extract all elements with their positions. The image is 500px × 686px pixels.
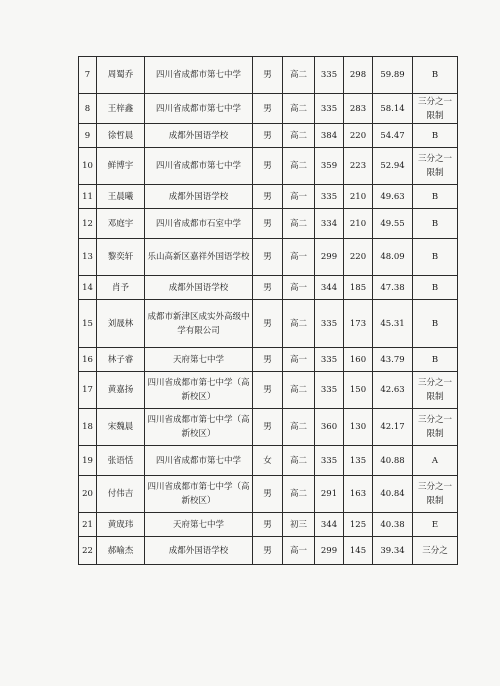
gender-cell: 男 [253, 476, 283, 513]
name-cell: 张语恬 [97, 446, 145, 476]
table-row [79, 124, 458, 148]
score-a-cell: 360 [315, 409, 344, 446]
total-score-cell: 43.79 [373, 348, 413, 372]
total-score-cell: 48.09 [373, 239, 413, 276]
score-a-cell: 335 [315, 57, 344, 94]
score-b-cell: 160 [344, 348, 373, 372]
score-a-cell: 291 [315, 476, 344, 513]
note-cell: B [413, 239, 458, 276]
rank-cell: 9 [79, 124, 97, 148]
score-b-cell: 163 [344, 476, 373, 513]
grade-cell: 高一 [283, 537, 315, 565]
gender-cell: 男 [253, 513, 283, 537]
table-row [79, 476, 458, 513]
score-a-cell: 359 [315, 148, 344, 185]
note-cell: B [413, 185, 458, 209]
rank-cell: 14 [79, 276, 97, 300]
school-cell: 天府第七中学 [145, 513, 253, 537]
table-row [79, 185, 458, 209]
name-cell: 王晨曦 [97, 185, 145, 209]
table-row [79, 348, 458, 372]
table-row [79, 276, 458, 300]
rank-cell: 15 [79, 300, 97, 348]
score-b-cell: 145 [344, 537, 373, 565]
note-cell: A [413, 446, 458, 476]
gender-cell: 男 [253, 209, 283, 239]
score-a-cell: 335 [315, 185, 344, 209]
table-row [79, 537, 458, 565]
name-cell: 王梓鑫 [97, 94, 145, 124]
school-cell: 四川省成都市石室中学 [145, 209, 253, 239]
score-a-cell: 335 [315, 372, 344, 409]
name-cell: 黄宬玮 [97, 513, 145, 537]
school-cell: 乐山高新区嘉祥外国语学校 [145, 239, 253, 276]
rank-cell: 10 [79, 148, 97, 185]
note-cell: 三分之一限制 [413, 148, 458, 185]
score-b-cell: 223 [344, 148, 373, 185]
score-b-cell: 173 [344, 300, 373, 348]
rank-cell: 7 [79, 57, 97, 94]
total-score-cell: 40.38 [373, 513, 413, 537]
note-cell: B [413, 124, 458, 148]
grade-cell: 高二 [283, 300, 315, 348]
total-score-cell: 49.63 [373, 185, 413, 209]
total-score-cell: 40.84 [373, 476, 413, 513]
gender-cell: 男 [253, 124, 283, 148]
gender-cell: 男 [253, 276, 283, 300]
school-cell: 四川省成都市第七中学 [145, 446, 253, 476]
gender-cell: 男 [253, 239, 283, 276]
school-cell: 四川省成都市第七中学 [145, 148, 253, 185]
gender-cell: 男 [253, 300, 283, 348]
score-a-cell: 344 [315, 513, 344, 537]
grade-cell: 高二 [283, 372, 315, 409]
name-cell: 肖予 [97, 276, 145, 300]
gender-cell: 男 [253, 185, 283, 209]
note-cell: E [413, 513, 458, 537]
score-b-cell: 210 [344, 185, 373, 209]
rank-cell: 20 [79, 476, 97, 513]
score-a-cell: 384 [315, 124, 344, 148]
school-cell: 四川省成都市第七中学 [145, 57, 253, 94]
score-b-cell: 185 [344, 276, 373, 300]
table-row [79, 446, 458, 476]
gender-cell: 男 [253, 57, 283, 94]
grade-cell: 高二 [283, 209, 315, 239]
grade-cell: 高二 [283, 124, 315, 148]
total-score-cell: 58.14 [373, 94, 413, 124]
total-score-cell: 49.55 [373, 209, 413, 239]
school-cell: 成都外国语学校 [145, 124, 253, 148]
name-cell: 付伟吉 [97, 476, 145, 513]
score-b-cell: 125 [344, 513, 373, 537]
rank-cell: 11 [79, 185, 97, 209]
grade-cell: 高一 [283, 276, 315, 300]
gender-cell: 男 [253, 409, 283, 446]
score-a-cell: 335 [315, 446, 344, 476]
grade-cell: 高二 [283, 476, 315, 513]
table-row [79, 372, 458, 409]
name-cell: 周蜀乔 [97, 57, 145, 94]
rank-cell: 22 [79, 537, 97, 565]
table-row [79, 209, 458, 239]
score-b-cell: 135 [344, 446, 373, 476]
note-cell: 三分之一限制 [413, 476, 458, 513]
results-table [78, 56, 458, 565]
school-cell: 四川省成都市第七中学 [145, 94, 253, 124]
rank-cell: 21 [79, 513, 97, 537]
grade-cell: 高一 [283, 348, 315, 372]
total-score-cell: 39.34 [373, 537, 413, 565]
table-row [79, 148, 458, 185]
total-score-cell: 59.89 [373, 57, 413, 94]
gender-cell: 男 [253, 537, 283, 565]
school-cell: 四川省成都市第七中学（高新校区） [145, 476, 253, 513]
table-row [79, 239, 458, 276]
school-cell: 成都外国语学校 [145, 185, 253, 209]
grade-cell: 高一 [283, 185, 315, 209]
score-a-cell: 335 [315, 348, 344, 372]
note-cell: 三分之一限制 [413, 372, 458, 409]
note-cell: B [413, 276, 458, 300]
rank-cell: 19 [79, 446, 97, 476]
score-a-cell: 335 [315, 94, 344, 124]
total-score-cell: 42.17 [373, 409, 413, 446]
name-cell: 鲜博宇 [97, 148, 145, 185]
score-a-cell: 344 [315, 276, 344, 300]
note-cell: B [413, 57, 458, 94]
gender-cell: 男 [253, 372, 283, 409]
name-cell: 黎奕轩 [97, 239, 145, 276]
score-b-cell: 283 [344, 94, 373, 124]
name-cell: 宋魏晨 [97, 409, 145, 446]
score-b-cell: 298 [344, 57, 373, 94]
rank-cell: 16 [79, 348, 97, 372]
note-cell: B [413, 348, 458, 372]
rank-cell: 12 [79, 209, 97, 239]
total-score-cell: 45.31 [373, 300, 413, 348]
total-score-cell: 47.38 [373, 276, 413, 300]
table-row [79, 300, 458, 348]
score-b-cell: 150 [344, 372, 373, 409]
score-a-cell: 299 [315, 239, 344, 276]
grade-cell: 高二 [283, 446, 315, 476]
table-row [79, 513, 458, 537]
school-cell: 成都外国语学校 [145, 276, 253, 300]
gender-cell: 男 [253, 148, 283, 185]
rank-cell: 8 [79, 94, 97, 124]
grade-cell: 高二 [283, 94, 315, 124]
note-cell: 三分之一限制 [413, 94, 458, 124]
gender-cell: 男 [253, 348, 283, 372]
name-cell: 林子睿 [97, 348, 145, 372]
score-a-cell: 334 [315, 209, 344, 239]
gender-cell: 女 [253, 446, 283, 476]
total-score-cell: 40.88 [373, 446, 413, 476]
table-row [79, 57, 458, 94]
name-cell: 徐哲晨 [97, 124, 145, 148]
grade-cell: 高二 [283, 57, 315, 94]
school-cell: 天府第七中学 [145, 348, 253, 372]
score-b-cell: 210 [344, 209, 373, 239]
rank-cell: 17 [79, 372, 97, 409]
total-score-cell: 42.63 [373, 372, 413, 409]
total-score-cell: 52.94 [373, 148, 413, 185]
note-cell: 三分之 [413, 537, 458, 565]
grade-cell: 初三 [283, 513, 315, 537]
score-b-cell: 220 [344, 124, 373, 148]
name-cell: 刘晟林 [97, 300, 145, 348]
table-row [79, 94, 458, 124]
school-cell: 成都市新津区成实外高级中学有限公司 [145, 300, 253, 348]
school-cell: 成都外国语学校 [145, 537, 253, 565]
grade-cell: 高二 [283, 409, 315, 446]
name-cell: 郝喻杰 [97, 537, 145, 565]
grade-cell: 高二 [283, 148, 315, 185]
rank-cell: 13 [79, 239, 97, 276]
school-cell: 四川省成都市第七中学（高新校区） [145, 372, 253, 409]
score-b-cell: 220 [344, 239, 373, 276]
grade-cell: 高一 [283, 239, 315, 276]
name-cell: 邓庭宇 [97, 209, 145, 239]
total-score-cell: 54.47 [373, 124, 413, 148]
gender-cell: 男 [253, 94, 283, 124]
score-a-cell: 299 [315, 537, 344, 565]
note-cell: 三分之一限制 [413, 409, 458, 446]
name-cell: 黄嘉扬 [97, 372, 145, 409]
score-a-cell: 335 [315, 300, 344, 348]
table-row [79, 409, 458, 446]
note-cell: B [413, 209, 458, 239]
rank-cell: 18 [79, 409, 97, 446]
note-cell: B [413, 300, 458, 348]
school-cell: 四川省成都市第七中学（高新校区） [145, 409, 253, 446]
score-b-cell: 130 [344, 409, 373, 446]
